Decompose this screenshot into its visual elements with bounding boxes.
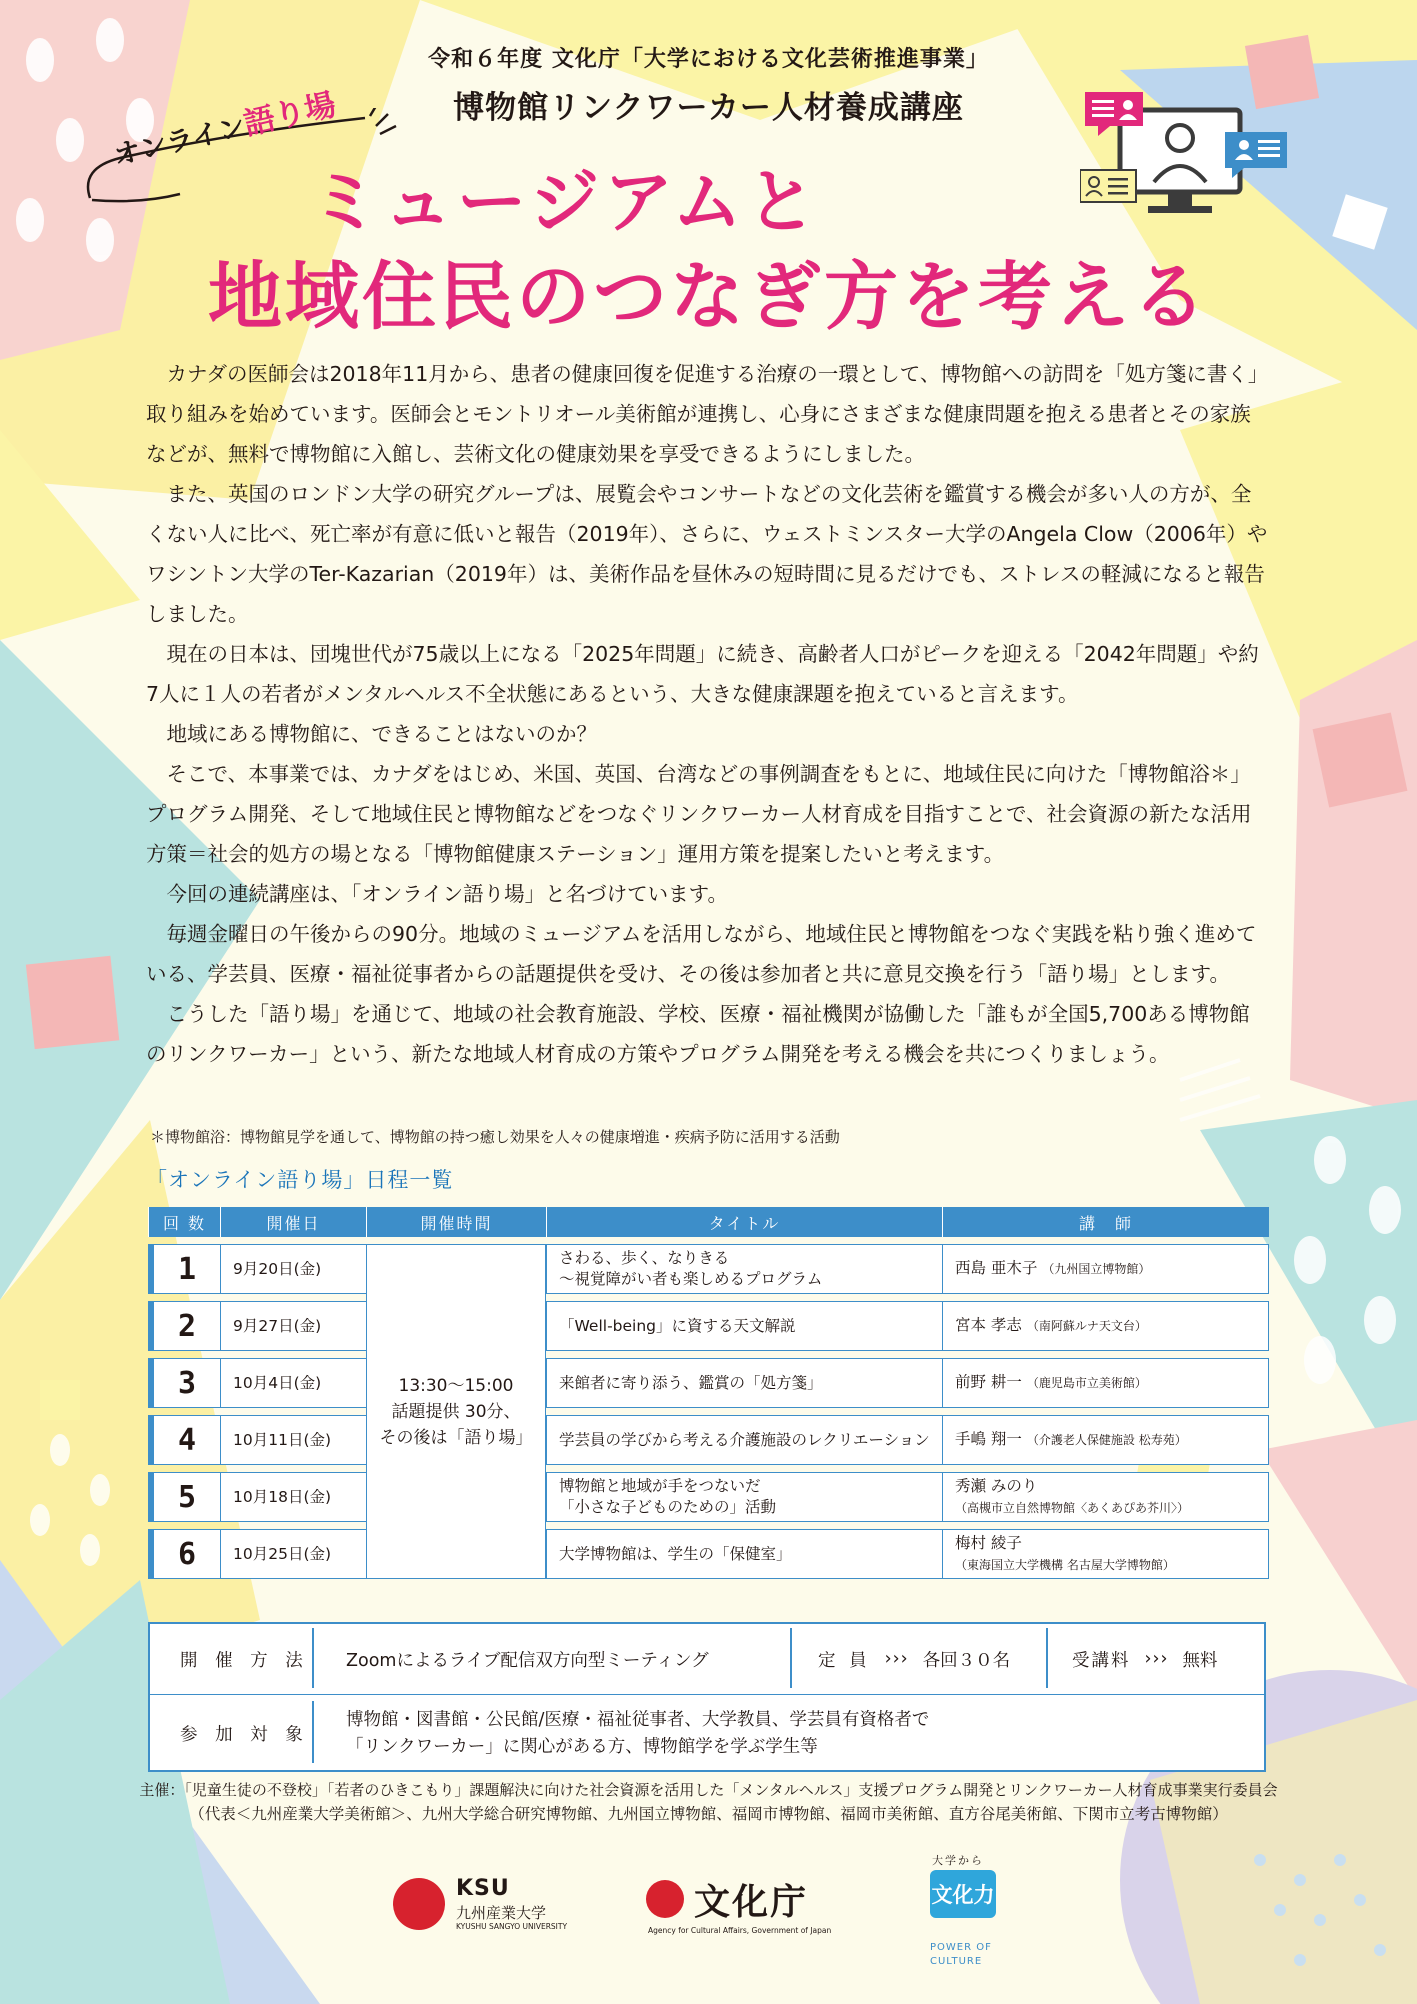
title-line: ～視覚障がい者も楽しめるプログラム [559, 1270, 823, 1288]
target-line: 「リンクワーカー」に関心がある方、博物館学を学ぶ学生等 [346, 1736, 818, 1757]
lecturer-name: 前野 耕一 [955, 1373, 1022, 1391]
lecturer-name: 手嶋 翔一 [955, 1430, 1022, 1448]
session-title: 「Well-being」に資する天文解説 [546, 1301, 942, 1351]
power-en-line: CULTURE [930, 1956, 983, 1967]
time-note: その後は「語り場」 [379, 1427, 533, 1448]
lecturer [942, 1301, 1269, 1351]
body-paragraph: カナダの医師会は2018年11月から、患者の健康回復を促進する治療の一環として、博物館への訪問を「処方箋に書く」取り組みを始めています。医師会とモントリオール美術館が連携し、心身にさまざまな健康問題を抱える患者とその家族などが、無料で博物館に入館し、芸術文化の健康効果を享受できるようにしました。 [146, 362, 1269, 466]
body-paragraph: 今回の連続講座は、「オンライン語り場」と名づけています。 [166, 882, 728, 906]
capacity [818, 1624, 1010, 1694]
target-value [346, 1695, 929, 1772]
col-header-date: 開催日 [220, 1207, 366, 1237]
divider [1046, 1628, 1048, 1688]
divider [312, 1628, 314, 1688]
program-subtitle: 令和６年度 文化庁「大学における文化芸術推進事業」 [428, 47, 989, 72]
lecturer-affiliation: （高槻市立自然博物館〈あくあぴあ芥川〉） [955, 1500, 1190, 1515]
col-header-time: 開催時間 [366, 1207, 546, 1237]
table-row [148, 1244, 1269, 1294]
power-en-line: POWER OF [930, 1942, 992, 1953]
fee [1072, 1624, 1218, 1694]
col-header-title: タイトル [546, 1207, 942, 1237]
lecturer-affiliation: （九州国立博物館） [1042, 1262, 1151, 1276]
session-title: 学芸員の学びから考える介護施設のレクリエーション [546, 1415, 942, 1465]
table-row [148, 1415, 1269, 1465]
session-date: 10月18日(金) [220, 1472, 366, 1522]
arrows-icon: ››› [884, 1649, 909, 1669]
body-paragraph: そこで、本事業では、カナダをはじめ、米国、英国、台湾などの事例調査をもとに、地域住民に向けた「博物館浴＊」プログラム開発、そして地域住民と博物館などをつなぐリンクワーカー人材育成を目指すことで、社会資源の新たな活用方策＝社会的処方の場となる「博物館健康ステーション」運用方策を提案したいと考えます。 [146, 762, 1252, 866]
time-note: 話題提供 30分、 [391, 1401, 521, 1422]
event-info-box [148, 1622, 1266, 1772]
fee-label: 受講料 [1072, 1650, 1131, 1671]
info-row-target [150, 1695, 1264, 1772]
body-paragraph: 毎週金曜日の午後からの90分。地域のミュージアムを活用しながら、地域住民と博物館をつなぐ実践を粘り強く進めている、学芸員、医療・福祉従事者からの話題提供を受け、その後は参加者と共に意見交換を行う「語り場」とします。 [146, 922, 1257, 986]
divider [312, 1701, 314, 1763]
table-row [148, 1472, 1269, 1522]
divider [790, 1628, 792, 1688]
body-paragraph: また、英国のロンドン大学の研究グループは、展覧会やコンサートなどの文化芸術を鑑賞する機会が多い人の方が、全くない人に比べ、死亡率が有意に低いと報告（2019年）、さらに、ウェストミンスター大学のAngela Clow（2006年）やワシントン大学のTer-Kazarian（2019年）は、美術作品を昼休みの短時間に見るだけでも、ストレスの軽減になると報告しました。 [146, 482, 1268, 626]
title-line: 「小さな子どものための」活動 [559, 1498, 777, 1516]
ribbon-prefix: オンライン [110, 111, 249, 172]
session-time [366, 1244, 546, 1579]
lecturer-affiliation: （介護老人保健施設 松寿苑） [1026, 1433, 1187, 1447]
power-top-text: 大学から [932, 1854, 984, 1867]
ksu-name-en: KYUSHU SANGYO UNIVERSITY [456, 1922, 568, 1931]
lecturer-name: 西島 亜木子 [955, 1259, 1038, 1277]
session-date: 10月11日(金) [220, 1415, 366, 1465]
table-row [148, 1529, 1269, 1579]
bunkacho-name-en: Agency for Cultural Affairs, Government of Japan [648, 1926, 832, 1935]
col-header-lecturer: 講 師 [942, 1207, 1269, 1237]
title-line: さわる、歩く、なりきる [559, 1249, 730, 1267]
ksu-name: 九州産業大学 [456, 1904, 547, 1922]
body-paragraph: 地域にある博物館に、できることはないのか？ [166, 722, 597, 746]
capacity-value: 各回３０名 [922, 1650, 1011, 1671]
session-number: 2 [148, 1301, 220, 1351]
lecturer-name: 梅村 綾子 [955, 1533, 1022, 1552]
method-value: Zoomによるライブ配信双方向型ミーティング [346, 1650, 709, 1671]
bunkacho-name: 文化庁 [694, 1882, 809, 1923]
bunkacho-emblem-icon [646, 1880, 684, 1918]
method-label: 開 催 方 法 [180, 1650, 309, 1671]
sponsor-members: （代表＜九州産業大学美術館＞、九州大学総合研究博物館、九州国立博物館、福岡市博物館、福岡市美術館、直方谷尾美術館、下関市立考古博物館） [189, 1805, 1228, 1823]
lecturer-affiliation: （鹿児島市立美術館） [1026, 1376, 1147, 1390]
session-date: 9月20日(金) [220, 1244, 366, 1294]
program-name: 博物館リンクワーカー人材養成講座 [453, 90, 964, 126]
fee-value: 無料 [1182, 1650, 1218, 1671]
ksu-emblem-icon [393, 1878, 445, 1930]
footnote: ＊博物館浴：博物館見学を通して、博物館の持つ癒し効果を人々の健康増進・疾病予防に活用する活動 [150, 1128, 840, 1146]
lecturer [942, 1529, 1269, 1579]
lecturer-name: 秀瀬 みのり [955, 1476, 1038, 1495]
session-title [546, 1472, 942, 1522]
lecturer [942, 1415, 1269, 1465]
session-title: 大学博物館は、学生の「保健室」 [546, 1529, 942, 1579]
lecturer [942, 1244, 1269, 1294]
col-header-number: 回 数 [148, 1207, 220, 1237]
capacity-label: 定 員 [818, 1650, 871, 1671]
table-row [148, 1358, 1269, 1408]
lecturer [942, 1358, 1269, 1408]
lecturer-affiliation: （南阿蘇ルナ天文台） [1026, 1319, 1147, 1333]
target-line: 博物館・図書館・公民館/医療・福祉従事者、大学教員、学芸員有資格者で [346, 1709, 930, 1730]
main-title-line2: 地域住民のつなぎ方を考える [208, 254, 1209, 340]
session-number: 5 [148, 1472, 220, 1522]
time-range: 13:30～15:00 [398, 1375, 514, 1396]
ribbon-highlight: 語り場 [240, 86, 340, 143]
body-text [146, 354, 1270, 1074]
session-number: 1 [148, 1244, 220, 1294]
session-date: 9月27日(金) [220, 1301, 366, 1351]
session-number: 4 [148, 1415, 220, 1465]
title-line: 博物館と地域が手をつないだ [559, 1477, 761, 1495]
schedule-table [148, 1200, 1269, 1586]
body-paragraph: こうした「語り場」を通じて、地域の社会教育施設、学校、医療・福祉機関が協働した「誰もが全国5,700ある博物館のリンクワーカー」という、新たな地域人材育成の方策やプログラム開発を考える機会を共につくりましょう。 [146, 1002, 1250, 1066]
main-title-line1: ミュージアムと [310, 161, 821, 243]
session-number: 3 [148, 1358, 220, 1408]
lecturer-name: 宮本 孝志 [955, 1316, 1022, 1334]
target-label: 参 加 対 象 [180, 1725, 309, 1745]
info-row-method [150, 1624, 1264, 1695]
session-date: 10月25日(金) [220, 1529, 366, 1579]
session-title: 来館者に寄り添う、鑑賞の「処方箋」 [546, 1358, 942, 1408]
power-of-culture-mark: 文化力 [930, 1870, 996, 1918]
ksu-mark: KSU [456, 1876, 510, 1901]
table-row [148, 1301, 1269, 1351]
body-paragraph: 現在の日本は、団塊世代が75歳以上になる「2025年問題」に続き、高齢者人口がピークを迎える「2042年問題」や約7人に１人の若者がメンタルヘルス不全状態にあるという、大きな健康課題を抱えていると言えます。 [146, 642, 1259, 706]
lecturer [942, 1472, 1269, 1522]
session-title [546, 1244, 942, 1294]
arrows-icon: ››› [1144, 1649, 1169, 1669]
schedule-title: 「オンライン語り場」日程一覧 [146, 1168, 454, 1192]
session-number: 6 [148, 1529, 220, 1579]
session-date: 10月4日(金) [220, 1358, 366, 1408]
lecturer-affiliation: （東海国立大学機構 名古屋大学博物館） [955, 1557, 1175, 1572]
sponsor-line: 主催：「児童生徒の不登校」「若者のひきこもり」課題解決に向けた社会資源を活用した「メンタルヘルス」支援プログラム開発とリンクワーカー人材育成事業実行委員会 [139, 1781, 1278, 1799]
